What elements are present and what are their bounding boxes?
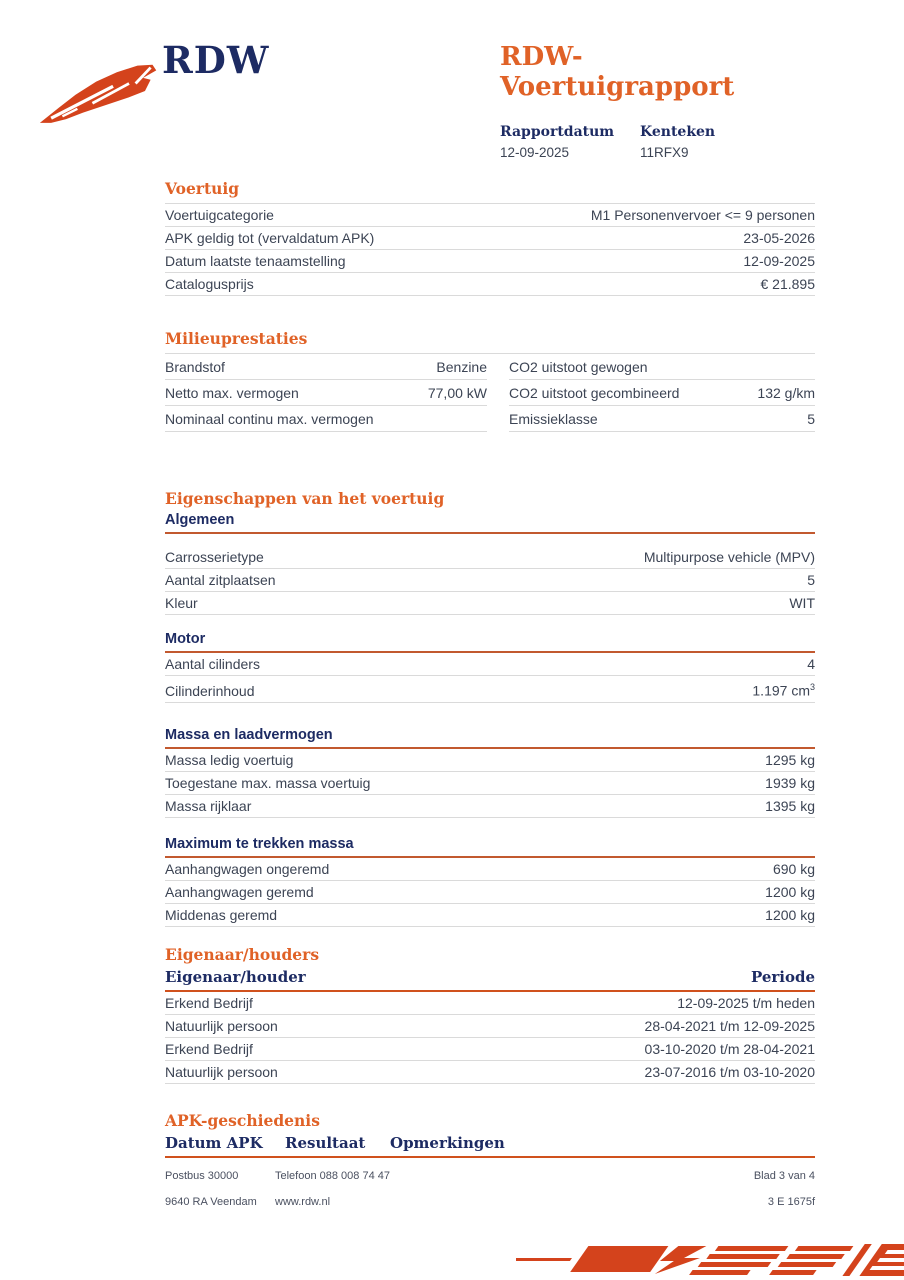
row-value: WIT (789, 595, 815, 611)
row-label: Voertuigcategorie (165, 207, 274, 223)
row-label: Nominaal continu max. vermogen (165, 410, 374, 427)
row-label: Cilinderinhoud (165, 682, 255, 699)
row-label: Emissieklasse (509, 410, 598, 427)
row-value: 1.197 $cm^3$ (752, 682, 815, 699)
table-row (165, 795, 815, 818)
section-voertuig (165, 180, 815, 296)
row-value: 690 kg (772, 860, 815, 877)
subsection-title: Maximum te trekken massa (165, 836, 815, 858)
section-eigenschappen (165, 490, 815, 927)
row-label: Aanhangwagen ongeremd (165, 860, 330, 877)
report-header (500, 42, 815, 160)
table-row (165, 858, 815, 881)
milieu-right-column (509, 354, 815, 432)
period-cell: 03-10-2020 t/m 28-04-2021 (644, 1041, 815, 1057)
table-row (165, 1038, 815, 1061)
footer-phone: Telefoon 088 008 74 47 (275, 1170, 390, 1182)
section-eigenaar-houders (165, 946, 815, 1084)
table-row (165, 250, 815, 273)
owner-cell: Natuurlijk persoon (165, 1064, 278, 1080)
row-label: Aantal cilinders (165, 656, 260, 672)
row-value: 1395 kg (765, 797, 815, 814)
report-date-block (500, 124, 640, 160)
table-row (165, 992, 815, 1015)
license-plate-label: Kenteken (640, 124, 716, 140)
rdw-speedlines-graphic (516, 1238, 904, 1280)
row-value: 23-05-2026 (743, 230, 815, 246)
table-row (165, 1015, 815, 1038)
subsection-motor (165, 631, 815, 703)
report-title: RDW-Voertuigrapport (500, 42, 735, 102)
owner-cell: Erkend Bedrijf (165, 995, 253, 1011)
period-cell: 28-04-2021 t/m 12-09-2025 (644, 1018, 815, 1034)
row-label: Datum laatste tenaamstelling (165, 253, 346, 269)
row-label: CO2 uitstoot gecombineerd (509, 384, 680, 401)
section-title: Milieuprestaties (165, 330, 815, 354)
column-header-owner: Eigenaar/houder (165, 968, 306, 986)
row-value: M1 Personenvervoer <= 9 personen (590, 207, 815, 223)
row-value: 1295 kg (765, 751, 815, 768)
subsection-title: Massa en laadvermogen (165, 727, 815, 749)
table-row (165, 881, 815, 904)
milieu-left-column (165, 354, 487, 432)
column-header-opmerkingen: Opmerkingen (390, 1134, 505, 1152)
table-row (509, 406, 815, 432)
section-title: Eigenschappen van het voertuig (165, 489, 445, 508)
row-value: 4 (807, 656, 815, 672)
footer-page-number: Blad 3 van 4 (753, 1170, 815, 1182)
section-title: APK-geschiedenis (165, 1111, 320, 1130)
section-title: Eigenaar/houders (165, 945, 320, 964)
column-header-period: Periode (750, 968, 815, 986)
row-label: Toegestane max. massa voertuig (165, 774, 371, 791)
row-label: Netto max. vermogen (165, 384, 299, 401)
row-label: Kleur (165, 595, 198, 611)
row-value: 5 (807, 572, 815, 588)
footer-address-line2: 9640 RA Veendam (165, 1196, 257, 1208)
row-label: APK geldig tot (vervaldatum APK) (165, 230, 375, 246)
row-value: € 21.895 (760, 276, 815, 292)
row-value: 1200 kg (765, 883, 815, 900)
table-row (165, 273, 815, 296)
row-label: Middenas geremd (165, 906, 278, 923)
table-row (165, 676, 815, 703)
footer-line (165, 1196, 815, 1209)
table-row (165, 569, 815, 592)
row-label: Carrosserietype (165, 549, 264, 565)
column-header-resultaat: Resultaat (285, 1134, 366, 1152)
table-row (165, 1061, 815, 1084)
subsection-maximum-trekken (165, 836, 815, 927)
footer-line (165, 1170, 815, 1183)
table-row (165, 653, 815, 676)
superscript: 3 (809, 682, 815, 692)
rdw-logo-text: RDW (162, 38, 270, 82)
subsection-massa (165, 727, 815, 818)
row-label: Aanhangwagen geremd (165, 883, 314, 900)
subsection-title: Motor (165, 631, 815, 653)
row-value: 1200 kg (765, 906, 815, 923)
row-label: Massa ledig voertuig (165, 751, 294, 768)
row-value: 1939 kg (765, 774, 815, 791)
row-label: Brandstof (165, 358, 225, 375)
row-value: Multipurpose vehicle (MPV) (643, 549, 815, 565)
table-row (509, 354, 815, 380)
owner-cell: Natuurlijk persoon (165, 1018, 278, 1034)
table-row (165, 772, 815, 795)
row-value: 5 (807, 410, 815, 427)
apk-table-header (165, 1132, 815, 1158)
report-date-label: Rapportdatum (500, 124, 615, 140)
row-label: Aantal zitplaatsen (165, 572, 276, 588)
table-row (165, 406, 487, 432)
subsection-title: Algemeen (165, 512, 815, 534)
row-label: Catalogusprijs (165, 276, 254, 292)
table-row (509, 380, 815, 406)
period-cell: 23-07-2016 t/m 03-10-2020 (644, 1064, 815, 1080)
section-apk-geschiedenis (165, 1112, 815, 1158)
table-row (165, 380, 487, 406)
footer-address-line1: Postbus 30000 (165, 1170, 239, 1182)
row-label: CO2 uitstoot gewogen (509, 358, 648, 375)
row-value: Benzine (436, 358, 487, 375)
table-row (165, 354, 487, 380)
row-value: 132 g/km (757, 384, 815, 401)
table-row (165, 749, 815, 772)
row-label: Massa rijklaar (165, 797, 252, 814)
table-row (165, 592, 815, 615)
section-milieuprestaties (165, 330, 815, 432)
section-title: Voertuig (165, 180, 815, 204)
column-header-datum-apk: Datum APK (165, 1134, 263, 1152)
license-plate-value: 11RFX9 (640, 145, 689, 160)
table-row (165, 546, 815, 569)
owners-table-header (165, 966, 815, 992)
period-cell: 12-09-2025 t/m heden (677, 995, 815, 1011)
license-plate-block (640, 124, 780, 160)
report-date-value: 12-09-2025 (500, 145, 570, 160)
row-value: 12-09-2025 (743, 253, 815, 269)
table-row (165, 204, 815, 227)
subsection-algemeen (165, 512, 815, 615)
rdw-feather-logo (38, 52, 160, 130)
footer-form-code: 3 E 1675f (767, 1196, 815, 1208)
table-row (165, 227, 815, 250)
page-footer (165, 1170, 815, 1209)
owner-cell: Erkend Bedrijf (165, 1041, 253, 1057)
table-row (165, 904, 815, 927)
row-value: 77,00 kW (427, 384, 487, 401)
footer-website: www.rdw.nl (275, 1196, 331, 1208)
